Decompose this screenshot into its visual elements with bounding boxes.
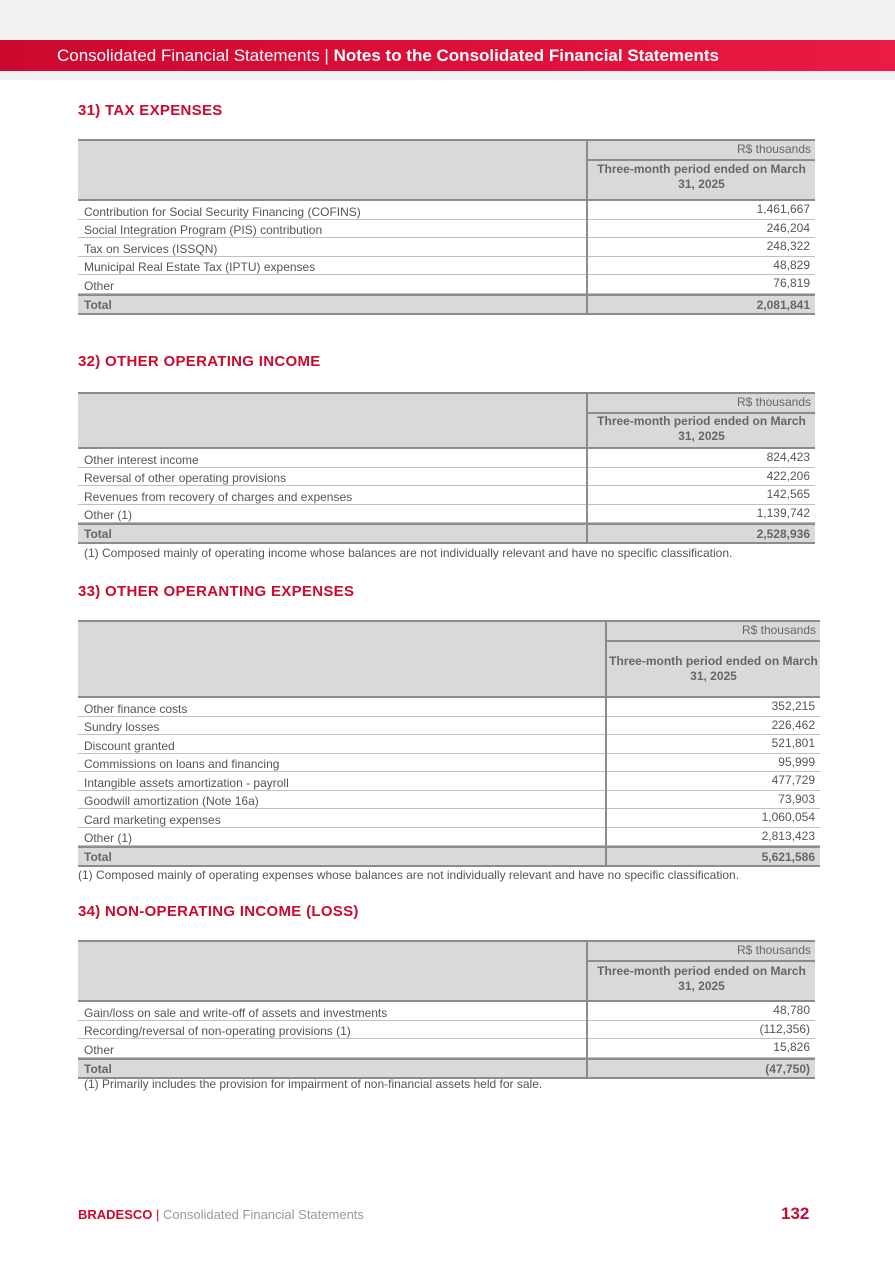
page-header: [0, 40, 895, 71]
total-row: Total 2,528,936: [78, 523, 815, 544]
unit-label: R$ thousands: [736, 142, 811, 156]
table-row: Revenues from recovery of charges and expenses 142,565: [78, 486, 815, 505]
footer-brand: BRADESCO: [78, 1207, 153, 1222]
unit-label: R$ thousands: [736, 395, 811, 409]
table-row: Social Integration Program (PIS) contribution 246,204: [78, 220, 815, 239]
table-row: Other 76,819: [78, 275, 815, 294]
sub-band: [0, 71, 895, 80]
period-label: Three-month period ended on March 31, 2025: [597, 162, 806, 191]
table-row: Gain/loss on sale and write-off of assets and investments 48,780: [78, 1002, 815, 1021]
period-label: Three-month period ended on March 31, 2025: [597, 414, 806, 443]
footnote: (1) Composed mainly of operating expenses whose balances are not individually relevant and have no specific classification.: [78, 868, 740, 882]
top-band: [0, 0, 895, 40]
footer: [78, 1207, 364, 1222]
section-31-title: 31) TAX EXPENSES: [78, 102, 223, 119]
footnote: (1) Primarily includes the provision for impairment of non-financial assets held for sale.: [84, 1077, 543, 1091]
table-row: Recording/reversal of non-operating provisions (1) (112,356): [78, 1021, 815, 1040]
table-row: Other (1) 2,813,423: [78, 828, 820, 847]
table-other-operating-income: [78, 392, 815, 544]
table-other-operating-expenses: [78, 620, 820, 867]
section-32-title: 32) OTHER OPERATING INCOME: [78, 353, 321, 370]
table-row: Commissions on loans and financing 95,999: [78, 754, 820, 773]
unit-label: R$ thousands: [741, 623, 816, 637]
table-header: [78, 620, 820, 698]
footer-separator: |: [152, 1207, 164, 1222]
period-label: Three-month period ended on March 31, 2025: [609, 654, 818, 683]
header-prefix: Consolidated Financial Statements |: [57, 46, 334, 65]
table-row: Other finance costs 352,215: [78, 698, 820, 717]
table-row: Goodwill amortization (Note 16a) 73,903: [78, 791, 820, 810]
table-row: Contribution for Social Security Financing (COFINS) 1,461,667: [78, 201, 815, 220]
table-row: Sundry losses 226,462: [78, 717, 820, 736]
table-row: Tax on Services (ISSQN) 248,322: [78, 238, 815, 257]
period-label: Three-month period ended on March 31, 2025: [597, 964, 806, 993]
table-tax-expenses: [78, 139, 815, 315]
total-row: Total (47,750): [78, 1058, 815, 1079]
table-row: Discount granted 521,801: [78, 735, 820, 754]
section-33-title: 33) OTHER OPERANTING EXPENSES: [78, 583, 355, 600]
table-row: Card marketing expenses 1,060,054: [78, 809, 820, 828]
footer-text: Consolidated Financial Statements: [163, 1207, 364, 1222]
unit-label: R$ thousands: [736, 943, 811, 957]
table-row: Municipal Real Estate Tax (IPTU) expenses 48,829: [78, 257, 815, 276]
table-header: [78, 392, 815, 449]
table-row: Other 15,826: [78, 1039, 815, 1058]
table-row: Other interest income 824,423: [78, 449, 815, 468]
footnote: (1) Composed mainly of operating income whose balances are not individually relevant and have no specific classification.: [84, 546, 733, 560]
table-row: Reversal of other operating provisions 422,206: [78, 468, 815, 487]
table-header: [78, 940, 815, 1002]
table-header: [78, 139, 815, 201]
header-title: Notes to the Consolidated Financial Statements: [333, 46, 719, 65]
total-row: Total 5,621,586: [78, 846, 820, 867]
section-34-title: 34) NON-OPERATING INCOME (LOSS): [78, 903, 359, 920]
table-row: Intangible assets amortization - payroll 477,729: [78, 772, 820, 791]
page-number: 132: [781, 1204, 810, 1223]
table-row: Other (1) 1,139,742: [78, 505, 815, 524]
total-row: Total 2,081,841: [78, 294, 815, 315]
table-non-operating-income: [78, 940, 815, 1079]
